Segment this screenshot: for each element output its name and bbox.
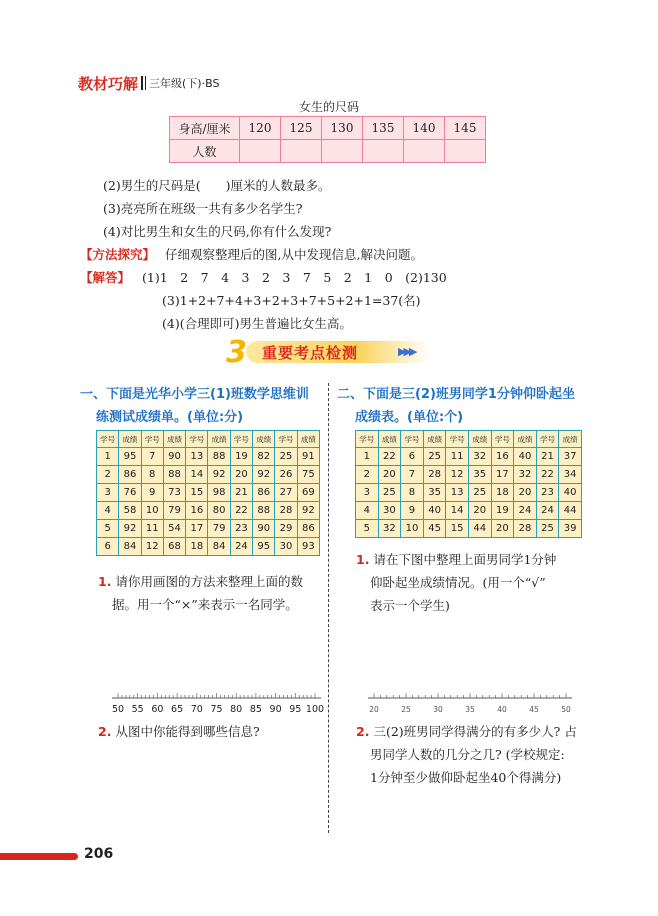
table-cell: 18 (186, 538, 208, 556)
table-cell: 88 (253, 502, 275, 520)
question-number: 2. (98, 724, 112, 739)
table-row (97, 520, 320, 538)
table-row (356, 484, 582, 502)
section2-title-2: 成绩表。(单位:个) (355, 410, 464, 425)
table-cell: 25 (378, 484, 401, 502)
question-text: 请你用画图的方法来整理上面的数 (115, 574, 303, 589)
table-cell: 5 (356, 520, 379, 538)
table-cell: 120 (240, 117, 281, 140)
section1-title-1: 一、下面是光华小学三(1)班数学思维训 (80, 387, 309, 402)
table-cell: 92 (119, 520, 141, 538)
table-cell: 25 (536, 520, 559, 538)
column-header: 成绩 (468, 431, 491, 448)
row-label: 人数 (170, 140, 240, 163)
table-cell: 25 (275, 448, 297, 466)
table-cell: 14 (186, 466, 208, 484)
table-cell: 14 (446, 502, 469, 520)
table-header-row (356, 431, 582, 448)
section1-question-2 (98, 720, 260, 743)
table-cell: 25 (468, 484, 491, 502)
table-cell: 27 (275, 484, 297, 502)
table-cell: 90 (253, 520, 275, 538)
table-cell: 28 (275, 502, 297, 520)
table-cell: 10 (401, 520, 424, 538)
table-cell (363, 140, 404, 163)
table-cell: 15 (446, 520, 469, 538)
table-row (170, 140, 486, 163)
column-header: 学号 (401, 431, 424, 448)
column-header: 成绩 (297, 431, 319, 448)
page-number: 206 (84, 846, 114, 862)
section1-title-2: 练测试成绩单。(单位:分) (96, 410, 244, 425)
table-cell: 130 (322, 117, 363, 140)
table-cell: 135 (363, 117, 404, 140)
table-row (97, 448, 320, 466)
table-cell: 7 (401, 466, 424, 484)
number-line-2 (366, 688, 584, 718)
table-cell: 28 (423, 466, 446, 484)
table-cell: 21 (536, 448, 559, 466)
table-row (97, 466, 320, 484)
table-cell: 35 (423, 484, 446, 502)
header-divider (141, 76, 143, 90)
banner-title: 重要考点检测 (262, 344, 359, 362)
table-cell: 8 (401, 484, 424, 502)
column-header: 学号 (491, 431, 514, 448)
question-text: 三(2)班男同学得满分的有多少人? 占 (373, 724, 577, 739)
column-header: 学号 (356, 431, 379, 448)
table-cell: 22 (536, 466, 559, 484)
table-cell: 92 (208, 466, 230, 484)
table-cell: 32 (514, 466, 537, 484)
table-cell: 30 (378, 502, 401, 520)
column-header: 成绩 (253, 431, 275, 448)
column-header: 成绩 (559, 431, 582, 448)
table-cell: 4 (97, 502, 119, 520)
column-divider (328, 383, 329, 833)
table-cell: 140 (404, 117, 445, 140)
table-cell: 2 (97, 466, 119, 484)
table-cell: 17 (186, 520, 208, 538)
section1-question-1 (98, 570, 323, 616)
table-cell: 86 (119, 466, 141, 484)
running-header (78, 73, 219, 93)
table-cell (445, 140, 486, 163)
table-cell: 25 (423, 448, 446, 466)
answer-line (80, 268, 447, 286)
table-row (356, 520, 582, 538)
table-cell: 19 (491, 502, 514, 520)
table-cell: 7 (141, 448, 163, 466)
table-cell: 125 (281, 117, 322, 140)
axis-label: 65 (171, 704, 184, 715)
axis-label: 50 (111, 704, 125, 715)
table-cell: 39 (559, 520, 582, 538)
axis-label: 95 (289, 704, 302, 715)
column-header: 学号 (275, 431, 297, 448)
table-cell: 19 (230, 448, 252, 466)
table-cell: 79 (163, 502, 185, 520)
question-number: 2. (356, 724, 370, 739)
table-cell: 40 (559, 484, 582, 502)
table-cell: 92 (253, 466, 275, 484)
table-row (97, 502, 320, 520)
method-text: 仔细观察整理后的图,从中发现信息,解决问题。 (165, 247, 423, 262)
table-cell: 11 (141, 520, 163, 538)
axis-label: 90 (269, 704, 282, 715)
score-table-1 (96, 430, 320, 556)
table-cell: 3 (356, 484, 379, 502)
table-cell: 1 (356, 448, 379, 466)
axis-label: 75 (210, 704, 223, 715)
footer-bar (0, 853, 78, 860)
table-cell: 80 (208, 502, 230, 520)
table-cell: 12 (446, 466, 469, 484)
table-cell: 93 (297, 538, 319, 556)
question-text: 表示一个学生) (370, 598, 450, 613)
axis-label: 70 (190, 704, 203, 715)
answer-label: 【解答】 (80, 270, 131, 285)
table-cell: 75 (297, 466, 319, 484)
table-cell: 54 (163, 520, 185, 538)
table-cell: 34 (559, 466, 582, 484)
axis-label: 80 (230, 704, 243, 715)
column-header: 成绩 (163, 431, 185, 448)
table-cell: 11 (446, 448, 469, 466)
table-cell: 9 (401, 502, 424, 520)
column-header: 学号 (186, 431, 208, 448)
table-cell: 40 (514, 448, 537, 466)
table-title: 女生的尺码 (298, 100, 359, 114)
column-header: 学号 (230, 431, 252, 448)
table-cell: 16 (186, 502, 208, 520)
axis-label: 50 (561, 705, 571, 714)
table-cell: 95 (253, 538, 275, 556)
table-cell: 35 (468, 466, 491, 484)
table-cell: 84 (208, 538, 230, 556)
table-cell: 12 (141, 538, 163, 556)
question-text: 1分钟至少做仰卧起坐40个得满分) (370, 770, 562, 785)
table-cell: 9 (141, 484, 163, 502)
table-row (170, 117, 486, 140)
table-row (97, 538, 320, 556)
number-line-1 (110, 688, 328, 718)
table-cell: 37 (559, 448, 582, 466)
answer-4: (4)(合理即可)男生普遍比女生高。 (162, 316, 352, 331)
table-cell: 26 (275, 466, 297, 484)
table-cell: 3 (97, 484, 119, 502)
table-cell: 20 (378, 466, 401, 484)
question-text: 请在下图中整理上面男同学1分钟 (373, 552, 557, 567)
section2-title-1: 二、下面是三(2)班男同学1分钟仰卧起坐 (337, 387, 575, 402)
table-cell: 15 (186, 484, 208, 502)
table-cell: 91 (297, 448, 319, 466)
column-header: 成绩 (208, 431, 230, 448)
table-cell: 145 (445, 117, 486, 140)
score-table-2 (355, 430, 582, 538)
table-cell: 20 (230, 466, 252, 484)
table-cell: 40 (423, 502, 446, 520)
table-cell: 32 (468, 448, 491, 466)
table-cell: 23 (536, 484, 559, 502)
column-header: 成绩 (119, 431, 141, 448)
axis-label: 20 (369, 705, 379, 714)
arrow-icon: ▶▶▶ (398, 345, 415, 358)
method-line (80, 245, 423, 263)
table-cell: 45 (423, 520, 446, 538)
girls-size-table (169, 116, 486, 163)
table-cell: 13 (186, 448, 208, 466)
table-cell: 20 (514, 484, 537, 502)
question-text: 从图中你能得到哪些信息? (115, 724, 260, 739)
table-cell: 1 (97, 448, 119, 466)
axis-label: 60 (151, 704, 164, 715)
question-4: (4)对比男生和女生的尺码,你有什么发现? (103, 224, 332, 239)
table-cell: 24 (514, 502, 537, 520)
axis-label: 35 (465, 705, 475, 714)
table-row (356, 502, 582, 520)
axis-label: 85 (249, 704, 262, 715)
table-cell: 76 (119, 484, 141, 502)
answer-1: (1)1 2 7 4 3 2 3 7 5 2 1 0 (2)130 (142, 270, 447, 285)
table-cell: 22 (378, 448, 401, 466)
table-cell: 20 (491, 520, 514, 538)
table-cell (404, 140, 445, 163)
table-cell: 95 (119, 448, 141, 466)
axis-label: 25 (401, 705, 411, 714)
answer-3: (3)1+2+7+4+3+2+3+7+5+2+1=37(名) (162, 293, 421, 308)
table-cell: 8 (141, 466, 163, 484)
table-cell: 6 (97, 538, 119, 556)
column-header: 成绩 (514, 431, 537, 448)
table-cell: 82 (253, 448, 275, 466)
table-cell: 86 (297, 520, 319, 538)
table-cell: 5 (97, 520, 119, 538)
table-cell: 18 (491, 484, 514, 502)
column-header: 成绩 (378, 431, 401, 448)
banner-number: 3 (226, 335, 247, 370)
axis-label: 45 (529, 705, 539, 714)
table-cell (322, 140, 363, 163)
table-cell: 4 (356, 502, 379, 520)
question-2: (2)男生的尺码是( )厘米的人数最多。 (103, 178, 331, 193)
method-label: 【方法探究】 (80, 247, 156, 262)
table-cell: 23 (230, 520, 252, 538)
table-cell: 44 (559, 502, 582, 520)
section-banner (226, 335, 436, 370)
table-cell: 73 (163, 484, 185, 502)
table-cell: 98 (208, 484, 230, 502)
table-cell: 68 (163, 538, 185, 556)
table-cell: 22 (230, 502, 252, 520)
table-cell: 79 (208, 520, 230, 538)
grade-label: 三年级(下)·BS (149, 77, 220, 90)
section2-question-2 (356, 720, 606, 789)
table-cell: 10 (141, 502, 163, 520)
axis-label: 100 (305, 704, 325, 715)
question-number: 1. (356, 552, 370, 567)
table-cell: 88 (208, 448, 230, 466)
table-cell: 24 (230, 538, 252, 556)
row-label: 身高/厘米 (170, 117, 240, 140)
table-row (356, 466, 582, 484)
column-header: 学号 (141, 431, 163, 448)
table-cell: 30 (275, 538, 297, 556)
table-cell: 84 (119, 538, 141, 556)
book-title: 教材巧解 (78, 74, 139, 93)
section2-question-1 (356, 548, 591, 617)
table-cell: 6 (401, 448, 424, 466)
table-cell: 90 (163, 448, 185, 466)
column-header: 学号 (446, 431, 469, 448)
table-row (97, 484, 320, 502)
axis-label: 40 (497, 705, 507, 714)
table-cell: 88 (163, 466, 185, 484)
question-3: (3)亮亮所在班级一共有多少名学生? (103, 201, 303, 216)
table-cell: 20 (468, 502, 491, 520)
column-header: 学号 (536, 431, 559, 448)
table-cell: 28 (514, 520, 537, 538)
table-cell: 92 (297, 502, 319, 520)
table-cell: 32 (378, 520, 401, 538)
axis-label: 30 (433, 705, 443, 714)
question-text: 据。用一个“×”来表示一名同学。 (112, 597, 298, 612)
question-number: 1. (98, 574, 112, 589)
table-cell: 2 (356, 466, 379, 484)
table-cell: 17 (491, 466, 514, 484)
table-cell: 16 (491, 448, 514, 466)
question-text: 仰卧起坐成绩情况。(用一个“√” (370, 575, 546, 590)
column-header: 成绩 (423, 431, 446, 448)
table-cell: 44 (468, 520, 491, 538)
table-header-row (97, 431, 320, 448)
table-row (356, 448, 582, 466)
table-cell: 58 (119, 502, 141, 520)
table-cell: 21 (230, 484, 252, 502)
table-cell: 24 (536, 502, 559, 520)
table-cell (281, 140, 322, 163)
table-cell: 29 (275, 520, 297, 538)
column-header: 学号 (97, 431, 119, 448)
table-cell: 69 (297, 484, 319, 502)
table-cell: 13 (446, 484, 469, 502)
table-cell: 86 (253, 484, 275, 502)
table-cell (240, 140, 281, 163)
axis-label: 55 (131, 704, 144, 715)
question-text: 男同学人数的几分之几? (学校规定: (370, 747, 565, 762)
